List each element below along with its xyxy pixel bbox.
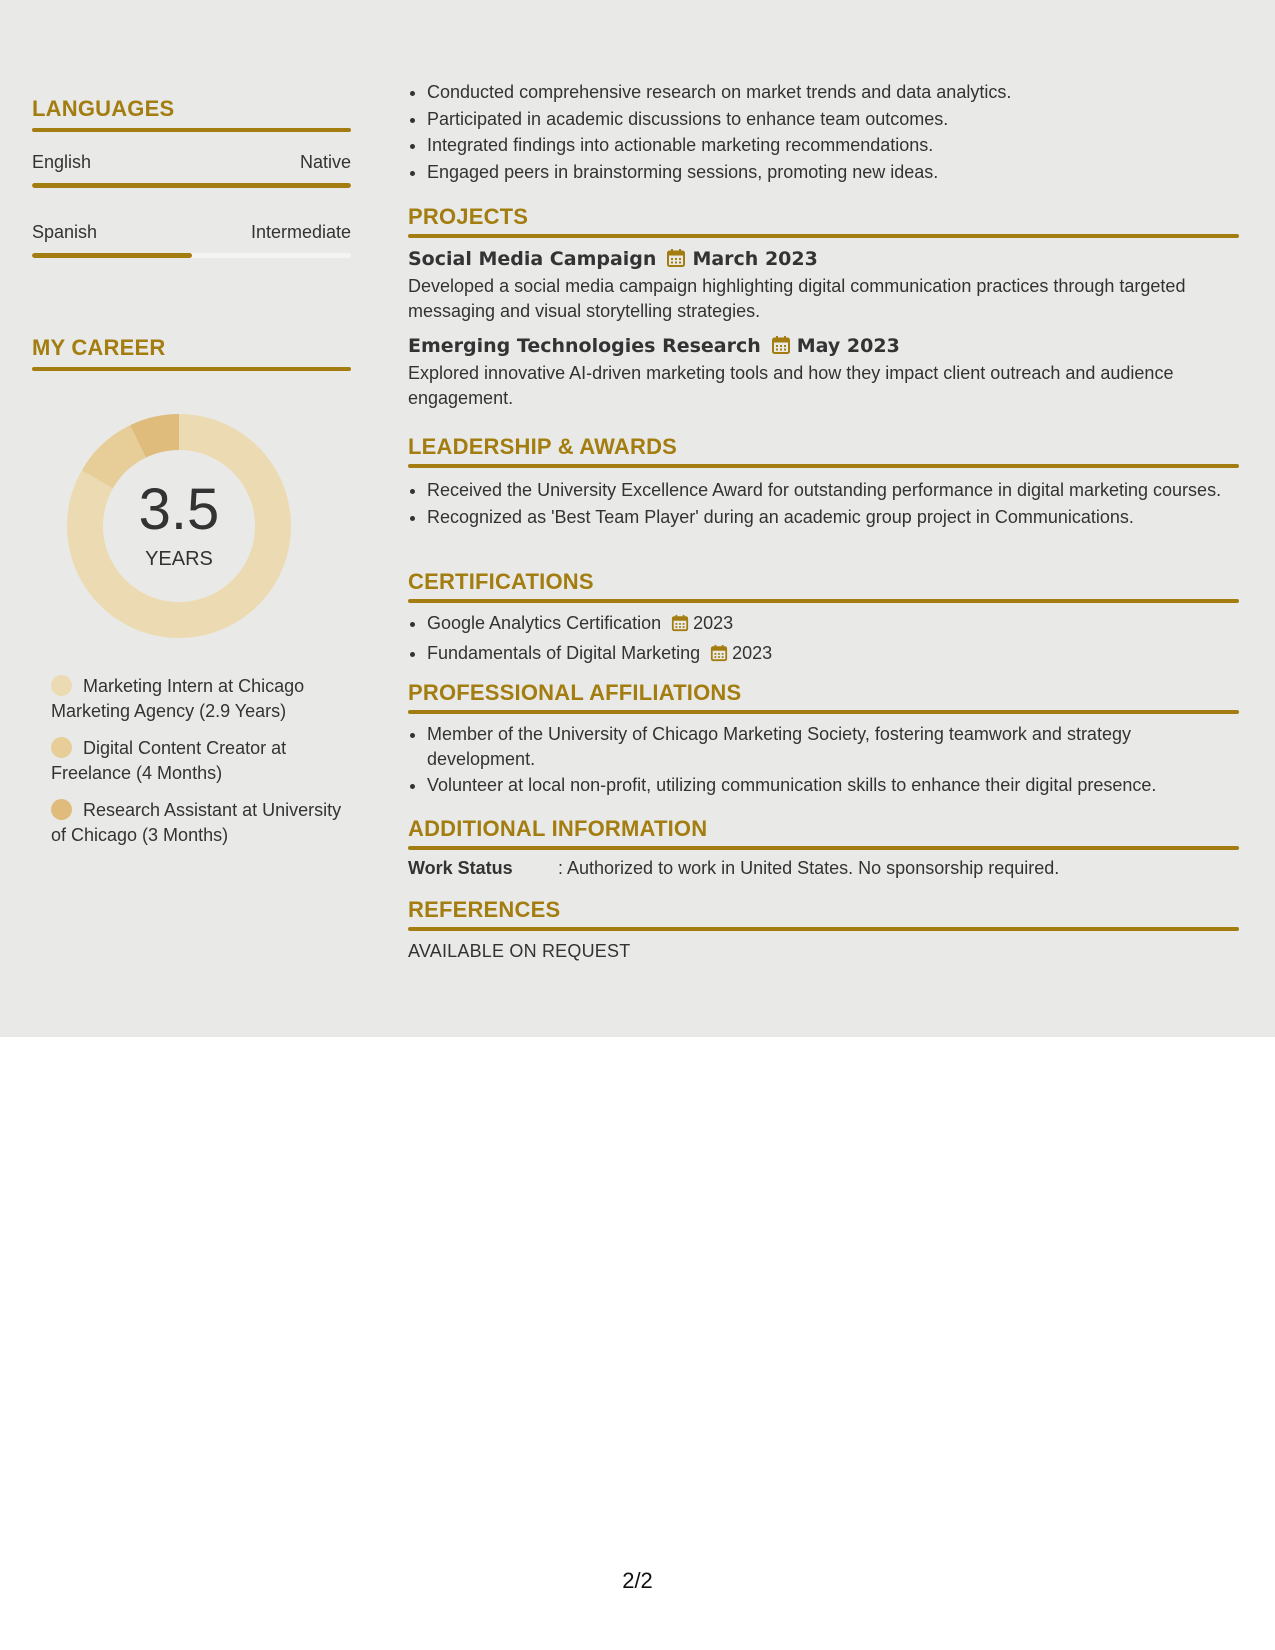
career-legend-item	[51, 798, 351, 847]
experience-bullets	[408, 80, 1239, 186]
work-status-value: : Authorized to work in United States. No sponsorship required.	[558, 858, 1060, 878]
certification-name: Fundamentals of Digital Marketing	[427, 642, 701, 663]
references-title: REFERENCES	[408, 897, 561, 922]
certification-year: 2023	[693, 613, 734, 633]
affiliations-list	[408, 722, 1239, 798]
career-title: MY CAREER	[32, 335, 166, 360]
calendar-icon	[771, 335, 791, 362]
project-description: Explored innovative AI-driven marketing tools and how they impact client outreach and audience engagement.	[408, 363, 1174, 408]
certification-year: 2023	[732, 642, 773, 663]
language-level: Intermediate	[250, 222, 351, 242]
list-item	[427, 611, 1239, 639]
calendar-icon	[710, 644, 728, 669]
project-header	[408, 246, 1239, 272]
project-header	[408, 333, 1239, 359]
language-proficiency-fill	[32, 183, 351, 188]
section-divider	[32, 128, 351, 132]
career-legend	[51, 674, 351, 860]
list-item: • Engaged peers in brainstorming sessions, promoting new ideas.	[427, 160, 1239, 185]
additional-info-section	[408, 816, 1239, 882]
section-divider	[408, 234, 1239, 238]
language-proficiency-bar	[32, 253, 351, 258]
section-divider	[408, 599, 1239, 603]
language-level: Native	[299, 152, 351, 172]
list-item: • Integrated findings into actionable marketing recommendations.	[427, 133, 1239, 158]
section-divider	[408, 464, 1239, 468]
calendar-icon	[666, 248, 686, 275]
page-number: 2/2	[622, 1568, 653, 1593]
projects-title: PROJECTS	[408, 204, 529, 229]
list-item	[427, 641, 1239, 669]
project-date: March 2023	[692, 248, 818, 270]
work-status-label: Work Status	[408, 858, 513, 878]
certifications-list	[408, 611, 1239, 668]
list-item: • Participated in academic discussions to enhance team outcomes.	[427, 107, 1239, 132]
legend-label: Digital Content Creator at Freelance (4 Months)	[51, 738, 287, 783]
list-item: • Volunteer at local non-profit, utilizing communication skills to enhance their digital presence.	[427, 773, 1239, 798]
certifications-section	[408, 569, 1239, 670]
section-divider	[408, 710, 1239, 714]
project-date: May 2023	[796, 335, 900, 357]
project-name: Social Media Campaign	[408, 248, 657, 270]
project-description: Developed a social media campaign highlighting digital communication practices through targeted messaging and visual storytelling strategies.	[408, 276, 1186, 321]
languages-section	[32, 96, 351, 132]
affiliations-section	[408, 680, 1239, 800]
section-divider	[408, 846, 1239, 850]
leadership-section	[408, 434, 1239, 531]
career-legend-item	[51, 736, 351, 785]
legend-swatch	[51, 737, 72, 758]
references-section	[408, 897, 1239, 962]
list-item: • Received the University Excellence Award for outstanding performance in digital marketing courses.	[427, 478, 1239, 503]
section-divider	[408, 927, 1239, 931]
certification-date	[671, 611, 733, 639]
language-name: Spanish	[32, 222, 98, 242]
certifications-title: CERTIFICATIONS	[408, 569, 594, 594]
list-item: • Conducted comprehensive research on market trends and data analytics.	[427, 80, 1239, 105]
legend-swatch	[51, 675, 72, 696]
calendar-icon	[671, 614, 689, 639]
legend-label: Research Assistant at University of Chicago (3 Months)	[51, 800, 342, 845]
career-donut-chart	[67, 414, 291, 638]
career-legend-item	[51, 674, 351, 723]
legend-swatch	[51, 799, 72, 820]
list-item: • Member of the University of Chicago Marketing Society, fostering teamwork and strategy development.	[427, 722, 1239, 771]
legend-label: Marketing Intern at Chicago Marketing Agency (2.9 Years)	[51, 676, 305, 721]
certification-date	[710, 641, 772, 669]
section-divider	[32, 367, 351, 371]
language-proficiency-bar	[32, 183, 351, 188]
work-status-row	[408, 858, 1239, 882]
career-total-years: 3.5	[138, 477, 220, 542]
language-name: English	[32, 152, 92, 172]
projects-section	[408, 204, 1239, 410]
career-total-unit: YEARS	[145, 548, 213, 570]
language-proficiency-fill	[32, 253, 192, 258]
additional-info-title: ADDITIONAL INFORMATION	[408, 816, 708, 841]
languages-title: LANGUAGES	[32, 96, 175, 121]
affiliations-title: PROFESSIONAL AFFILIATIONS	[408, 680, 742, 705]
certification-name: Google Analytics Certification	[427, 613, 662, 633]
project-name: Emerging Technologies Research	[408, 335, 761, 357]
leadership-title: LEADERSHIP & AWARDS	[408, 434, 678, 459]
references-text: AVAILABLE ON REQUEST	[408, 941, 631, 961]
career-section	[32, 335, 351, 371]
leadership-list	[408, 478, 1239, 529]
list-item: • Recognized as 'Best Team Player' during an academic group project in Communications.	[427, 505, 1239, 530]
